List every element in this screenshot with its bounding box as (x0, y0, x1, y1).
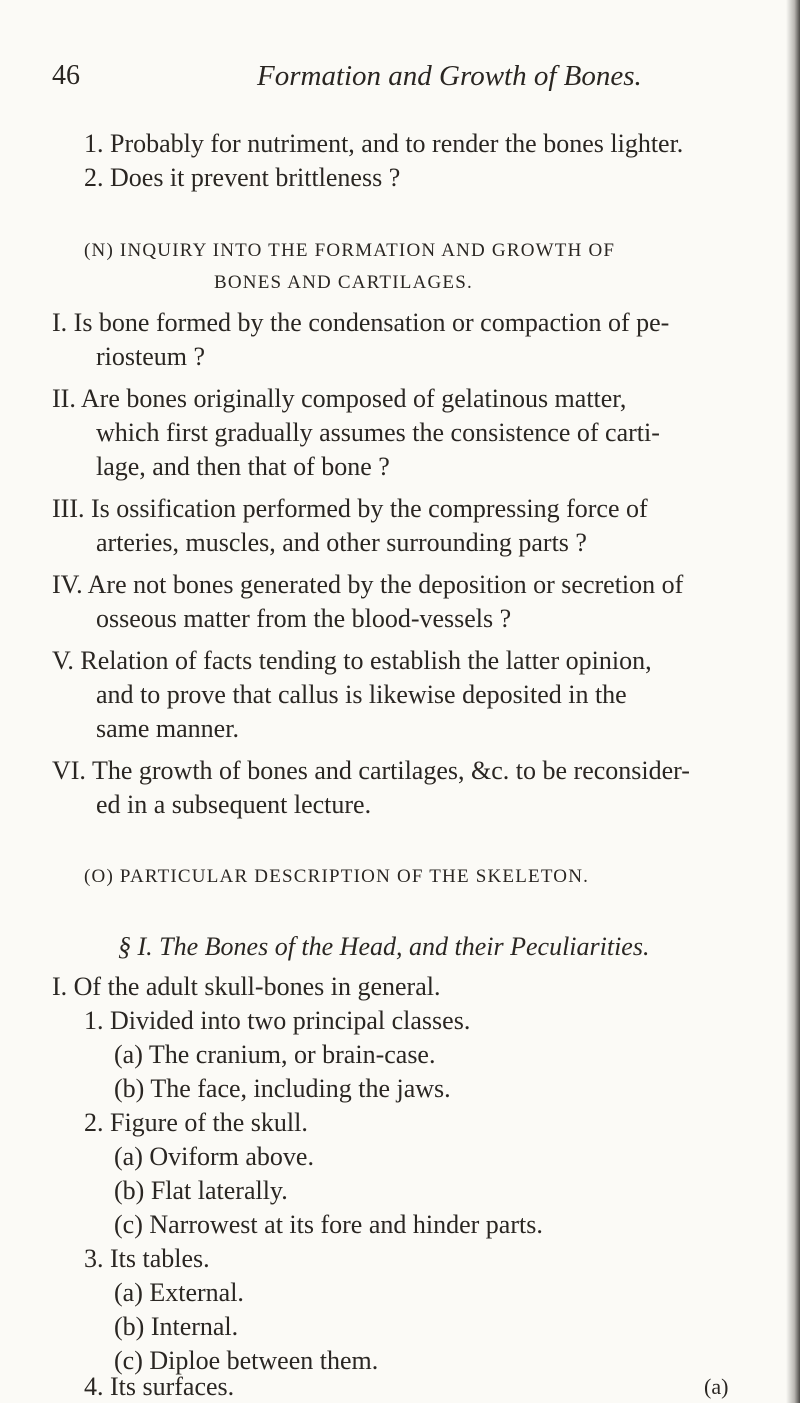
text-line: II. Are bones originally composed of gelatinous matter, (52, 384, 627, 413)
text-line: V. Relation of facts tending to establish the latter opinion, (52, 646, 652, 675)
text-line: (a) The cranium, or brain-case. (114, 1040, 436, 1069)
section-heading-n: (N) INQUIRY INTO THE FORMATION AND GROWTH OF (84, 240, 616, 261)
text-line: (c) Diploe between them. (114, 1346, 379, 1375)
page-edge-shadow (786, 0, 800, 1403)
text-line: arteries, muscles, and other surrounding parts ? (96, 528, 587, 557)
page-header (52, 60, 752, 100)
text-line: riosteum ? (96, 342, 206, 371)
text-line: III. Is ossification performed by the compressing force of (52, 494, 648, 523)
text-line: osseous matter from the blood-vessels ? (96, 604, 512, 633)
text-line: 4. Its surfaces. (84, 1372, 235, 1401)
text-line: 1. Divided into two principal classes. (84, 1006, 471, 1035)
subsection-heading: § I. The Bones of the Head, and their Peculiarities. (118, 932, 650, 961)
text-line: (c) Narrowest at its fore and hinder parts. (114, 1210, 543, 1239)
text-line: (a) Oviform above. (114, 1142, 314, 1171)
catchword: (a) (704, 1374, 729, 1399)
text-line: (a) External. (114, 1278, 244, 1307)
text-line: lage, and then that of bone ? (96, 452, 390, 481)
text-line: (b) Internal. (114, 1312, 239, 1341)
text-line: and to prove that callus is likewise deposited in the (96, 680, 627, 709)
text-line: (b) Flat laterally. (114, 1176, 288, 1205)
text-line: same manner. (96, 714, 239, 743)
text-line: 2. Figure of the skull. (84, 1108, 308, 1137)
text-line: which first gradually assumes the consistence of carti- (96, 418, 660, 447)
text-line: I. Is bone formed by the condensation or compaction of pe- (52, 308, 670, 337)
text-line: I. Of the adult skull-bones in general. (52, 972, 441, 1001)
text-line: 3. Its tables. (84, 1244, 210, 1273)
text-line: 2. Does it prevent brittleness ? (84, 163, 401, 192)
text-line: ed in a subsequent lecture. (96, 790, 372, 819)
page-number: 46 (52, 60, 80, 91)
section-heading-n-cont: BONES AND CARTILAGES. (214, 272, 473, 293)
text-line: IV. Are not bones generated by the deposition or secretion of (52, 570, 684, 599)
running-title: Formation and Growth of Bones. (257, 60, 642, 92)
text-line: 1. Probably for nutriment, and to render the bones lighter. (84, 129, 684, 158)
text-line: (b) The face, including the jaws. (114, 1074, 451, 1103)
text-line: VI. The growth of bones and cartilages, &c. to be reconsider- (52, 756, 690, 785)
section-heading-o: (O) PARTICULAR DESCRIPTION OF THE SKELETON. (84, 866, 590, 887)
